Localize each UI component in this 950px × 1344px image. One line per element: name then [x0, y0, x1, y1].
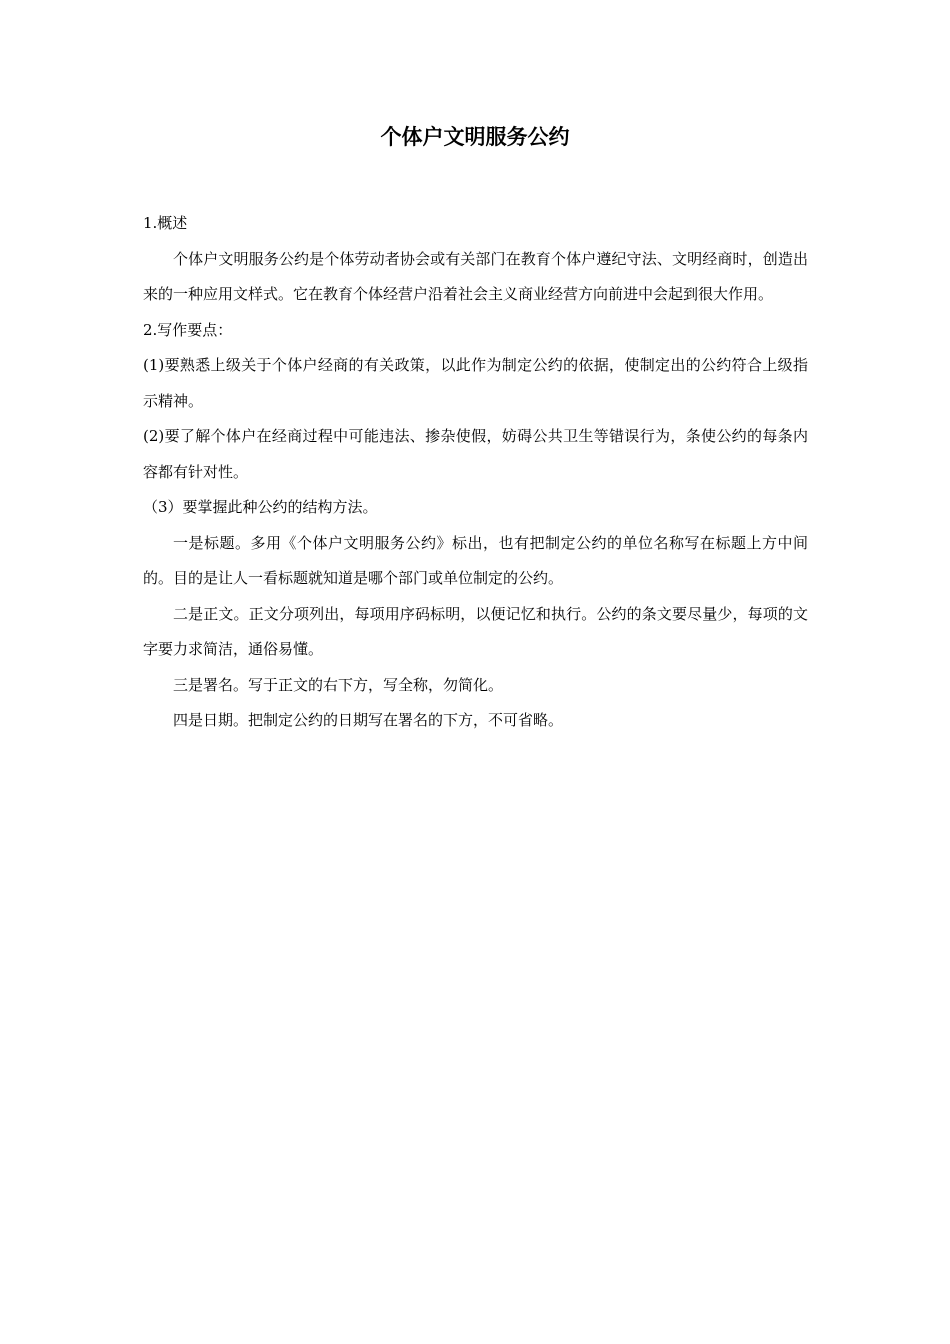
point-3: （3）要掌握此种公约的结构方法。: [143, 498, 378, 516]
section-heading-overview: 1.概述: [143, 214, 188, 232]
section-heading-writing-points: 2.写作要点：: [143, 320, 233, 339]
structure-signature: 三是署名。写于正文的右下方，写全称，勿简化。: [173, 675, 504, 694]
point-1: (1)要熟悉上级关于个体户经商的有关政策，以此作为制定公约的依据，使制定出的公约符合上级指示精神。: [143, 356, 808, 410]
point-2: (2)要了解个体户在经商过程中可能违法、掺杂使假，妨碍公共卫生等错误行为，条使公约的每条内容都有针对性。: [143, 427, 808, 481]
document-title: 个体户文明服务公约: [380, 125, 570, 149]
structure-date: 四是日期。把制定公约的日期写在署名的下方，不可省略。: [173, 711, 564, 729]
document-body: [143, 206, 808, 739]
structure-title: 一是标题。多用《个体户文明服务公约》标出，也有把制定公约的单位名称写在标题上方中间的。目的是让人一看标题就知道是哪个部门或单位制定的公约。: [143, 533, 808, 587]
paragraph-overview: 个体户文明服务公约是个体劳动者协会或有关部门在教育个体户遵纪守法、文明经商时，创造出来的一种应用文样式。它在教育个体经营户沿着社会主义商业经营方向前进中会起到很大作用。: [143, 249, 808, 303]
structure-body: 二是正文。正文分项列出，每项用序码标明，以便记忆和执行。公约的条文要尽量少，每项的文字要力求简洁，通俗易懂。: [143, 604, 808, 658]
